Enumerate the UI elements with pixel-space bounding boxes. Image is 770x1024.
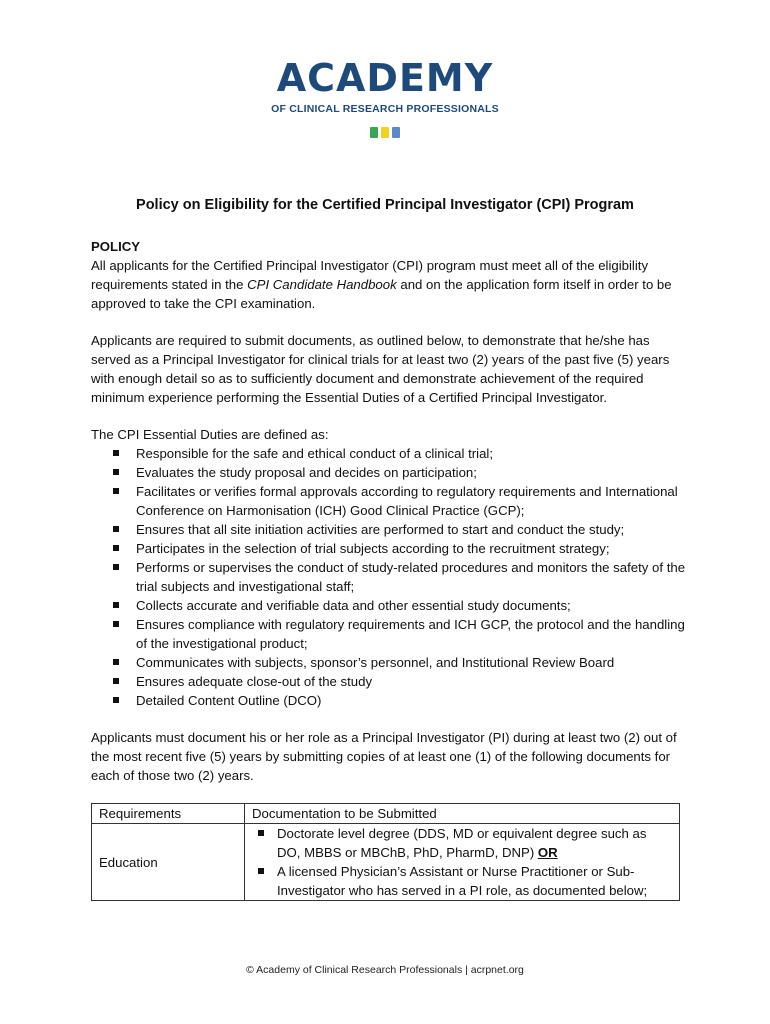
square-bullet-icon [258, 830, 264, 836]
requirements-table [91, 803, 680, 901]
para1-text-a: All applicants for the Certified Principal Investigator (CPI) program must meet all of the eligibility requirements stated in the [91, 258, 649, 292]
square-bullet-icon [113, 526, 119, 532]
logo-square-yellow [381, 127, 389, 138]
logo-square-blue [392, 127, 400, 138]
square-bullet-icon [258, 868, 264, 874]
duty-item: Facilitates or verifies formal approvals according to regulatory requirements and International Conference on Harmonisation (ICH) Good Clinical Practice (GCP); [91, 482, 687, 520]
para1-text-b: and on the application form itself in order to be approved to take the CPI examination. [91, 277, 672, 311]
logo-wordmark: ACADEMY [276, 56, 494, 100]
duty-item: Ensures compliance with regulatory requirements and ICH GCP, the protocol and the handling of the investigational product; [91, 615, 687, 653]
duty-item: Responsible for the safe and ethical conduct of a clinical trial; [91, 444, 687, 463]
requirement-cell: Education [92, 824, 245, 901]
duty-item: Ensures adequate close-out of the study [91, 672, 687, 691]
duty-item: Participates in the selection of trial subjects according to the recruitment strategy; [91, 539, 687, 558]
logo-square-green [370, 127, 378, 138]
square-bullet-icon [113, 621, 119, 627]
duty-item: Detailed Content Outline (DCO) [91, 691, 687, 710]
square-bullet-icon [113, 488, 119, 494]
documentation-list [252, 824, 672, 900]
duty-item: Performs or supervises the conduct of study-related procedures and monitors the safety of the trial subjects and investigational staff; [91, 558, 687, 596]
square-bullet-icon [113, 602, 119, 608]
or-emphasis: OR [537, 845, 558, 860]
duty-item: Communicates with subjects, sponsor’s personnel, and Institutional Review Board [91, 653, 687, 672]
documentation-cell [245, 824, 680, 901]
square-bullet-icon [113, 564, 119, 570]
header-requirements: Requirements [92, 804, 245, 824]
square-bullet-icon [113, 659, 119, 665]
table-header-row [92, 804, 680, 824]
table-row [92, 824, 680, 901]
policy-paragraph-1 [91, 256, 687, 313]
square-bullet-icon [113, 678, 119, 684]
page-footer: © Academy of Clinical Research Professionals | acrpnet.org [246, 964, 524, 976]
policy-paragraph-2: Applicants are required to submit documents, as outlined below, to demonstrate that he/she has served as a Principal Investigator for clinical trials for at least two (2) years of the past five (5) years with enough detail so as to sufficiently document and demonstrate achievement of the required minimum experience performing the Essential Duties of a Certified Principal Investigator. [91, 333, 670, 405]
policy-paragraph-3: Applicants must document his or her role as a Principal Investigator (PI) during at least two (2) out of the most recent five (5) years by submitting copies of at least one (1) of the following documents for each of those two (2) years. [91, 730, 677, 783]
documentation-item: Doctorate level degree (DDS, MD or equivalent degree such as DO, MBBS or MBChB, PhD, PharmD, DNP) OR [252, 824, 672, 862]
document-body [91, 237, 687, 901]
logo-tagline: OF CLINICAL RESEARCH PROFESSIONALS [271, 103, 499, 115]
academy-logo [0, 58, 770, 138]
square-bullet-icon [113, 697, 119, 703]
logo-squares [0, 127, 770, 138]
handbook-title: CPI Candidate Handbook [247, 277, 397, 292]
policy-heading: POLICY [91, 239, 141, 254]
header-documentation: Documentation to be Submitted [245, 804, 680, 824]
square-bullet-icon [113, 545, 119, 551]
duty-item: Evaluates the study proposal and decides on participation; [91, 463, 687, 482]
square-bullet-icon [113, 469, 119, 475]
square-bullet-icon [113, 450, 119, 456]
document-title: Policy on Eligibility for the Certified Principal Investigator (CPI) Program [136, 197, 634, 213]
documentation-item: A licensed Physician’s Assistant or Nurse Practitioner or Sub-Investigator who has served in a PI role, as documented below; [252, 862, 672, 900]
duties-intro: The CPI Essential Duties are defined as: [91, 427, 329, 442]
duty-item: Ensures that all site initiation activities are performed to start and conduct the study; [91, 520, 687, 539]
duty-item: Collects accurate and verifiable data and other essential study documents; [91, 596, 687, 615]
essential-duties-list [91, 444, 687, 710]
